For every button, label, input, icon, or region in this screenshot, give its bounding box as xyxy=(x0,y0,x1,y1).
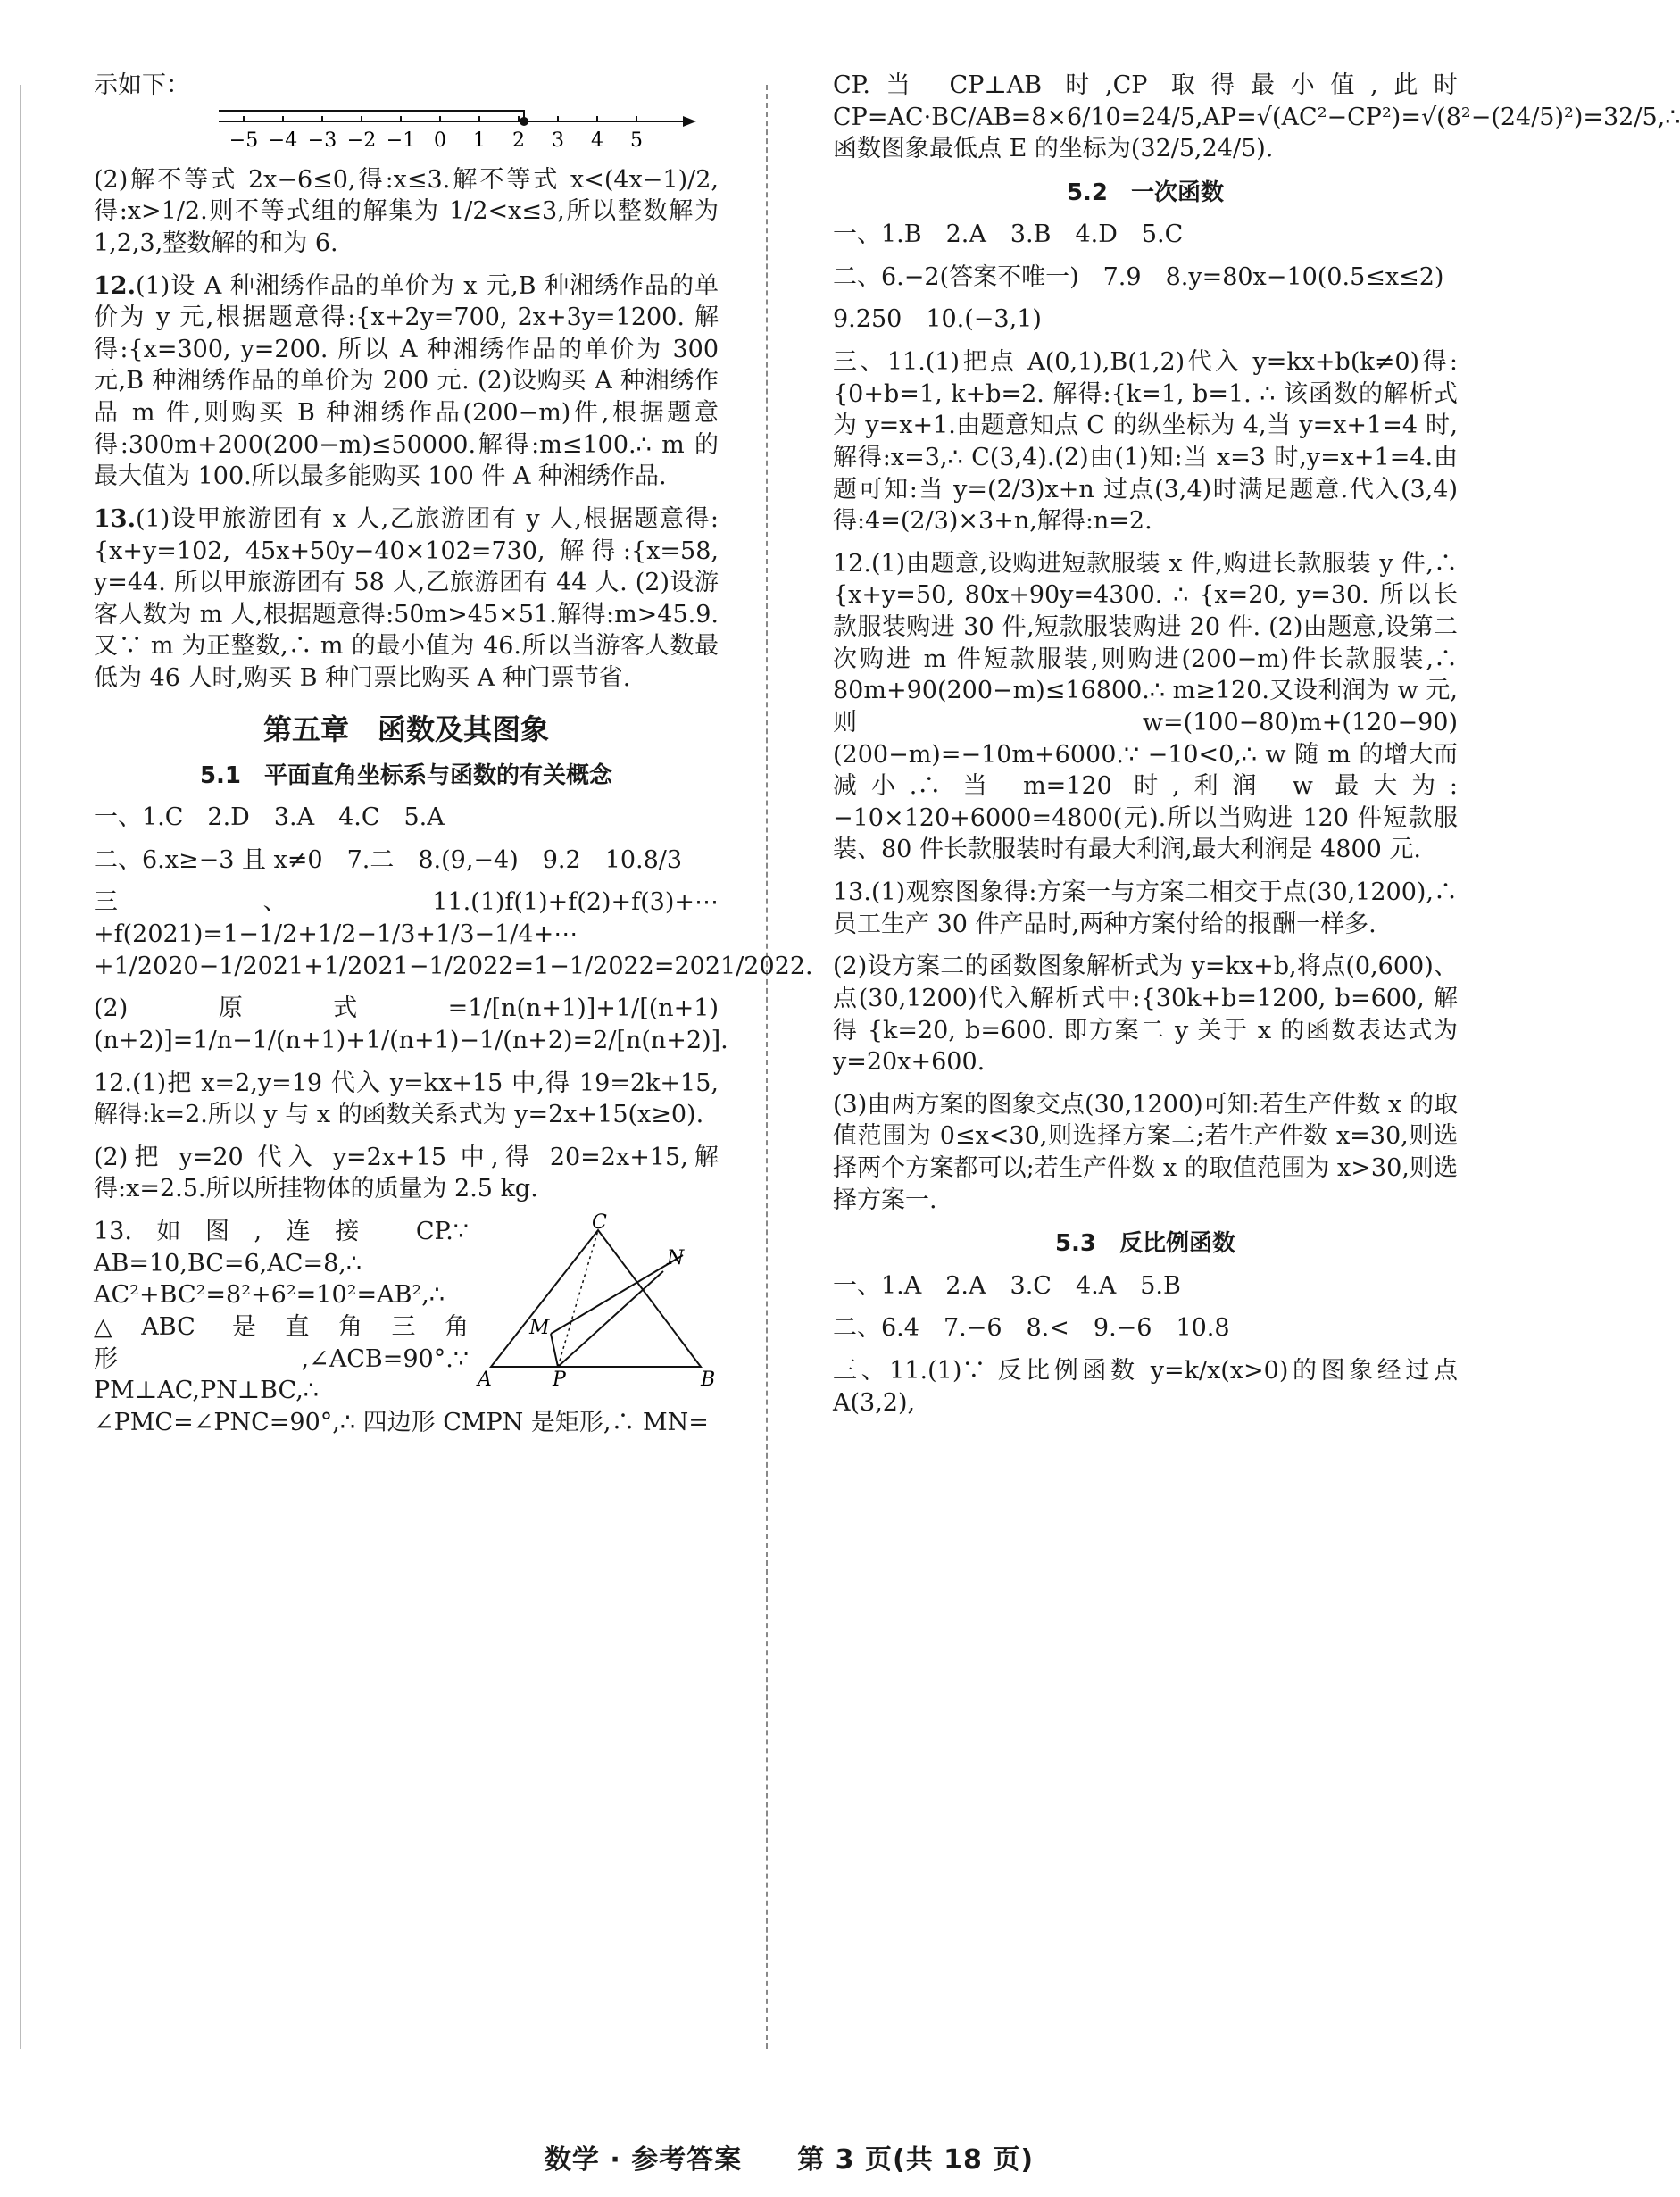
q13-number: 13. xyxy=(94,504,136,533)
sec51-q13 xyxy=(94,1211,719,1438)
right-column xyxy=(833,70,1680,1429)
sec51-q11-part2: (2)原式=1/[n(n+1)]+1/[(n+1)(n+2)]=1/n−1/(n+1)+1/(n+1)−1/(n+2)=2/[n(n+2)]. xyxy=(94,994,728,1054)
sec52-q12: 12.(1)由题意,设购进短款服装 x 件,购进长款服装 y 件,∴ {x+y=50, 80x+90y=4300. ∴ {x=20, y=30. 所以长款服装购进 30 件,短款服装购进 20 件. (2)由题意,设第二次购进 m 件短款服装,则购进(200−m)件长款服装,∴ 80m+90(200−m)≤16800.∴ m≥120.又设利润为 w 元,则 w=(100−80)m+(120−90)(200−m)=−10m+6000.∵ −10<0,∴ w 随 m 的增大而减小.∴ 当 m=120 时,利润 w 最大为:−10×120+6000=4800(元).所以当购进 120 件短款服装、80 件长款服装时有最大利润,最大利润是 4800 元. xyxy=(833,549,1458,864)
number-line-intro: 示如下： xyxy=(94,71,190,99)
label-B: B xyxy=(701,1369,716,1392)
number-line-tick-label: −3 xyxy=(307,129,337,152)
number-line-tick-label: 5 xyxy=(630,129,643,152)
sec52-fill-answers-b: 9.250 10.(−3,1) xyxy=(833,305,1042,334)
sec51-choice-answers: 一、1.C 2.D 3.A 4.C 5.A xyxy=(94,803,445,832)
label-P: P xyxy=(553,1369,566,1392)
number-line-tick-label: 3 xyxy=(552,129,564,152)
label-N: N xyxy=(667,1247,685,1270)
q13-continuation: CP.当 CP⊥AB 时,CP 取得最小值,此时 CP=AC·BC/AB=8×6/10=24/5,AP=√(AC²−CP²)=√(8²−(24/5)²)=32/5,∴ 函数图象最低点 E 的坐标为(32/5,24/5). xyxy=(833,71,1680,163)
sec52-q13-part2: (2)设方案二的函数图象解析式为 y=kx+b,将点(0,600)、点(30,1200)代入解析式中:{30k+b=1200, b=600, 解得 {k=20, b=600. 即方案二 y 关于 x 的函数表达式为 y=20x+600. xyxy=(833,953,1458,1077)
label-M: M xyxy=(529,1317,550,1340)
left-column xyxy=(94,70,813,1449)
number-line-tick-label: 4 xyxy=(591,129,603,152)
page-footer: 数学 · 参考答案 第 3 页(共 18 页) xyxy=(544,2144,1035,2176)
number-line-tick-label: 0 xyxy=(434,129,446,152)
number-line-block xyxy=(94,70,719,155)
sec52-q13-part1: 13.(1)观察图象得:方案一与方案二相交于点(30,1200),∴ 员工生产 30 件产品时,两种方案付给的报酬一样多. xyxy=(833,878,1458,938)
column-divider xyxy=(766,85,768,2049)
number-line-tick-label: −5 xyxy=(229,129,259,152)
section-5-2-title: 5.2 一次函数 xyxy=(1066,179,1225,206)
sec52-fill-answers-a: 二、6.−2(答案不唯一) 7.9 8.y=80x−10(0.5≤x≤2) xyxy=(833,262,1444,291)
number-line-tick-label: −4 xyxy=(268,129,298,152)
q12-number: 12. xyxy=(94,271,136,300)
number-line-tick-label: 1 xyxy=(473,129,486,152)
label-C: C xyxy=(592,1211,607,1235)
label-A: A xyxy=(478,1369,492,1392)
number-line xyxy=(94,102,701,155)
sec52-q11: 三、11.(1)把点 A(0,1),B(1,2)代入 y=kx+b(k≠0)得:{0+b=1, k+b=2. 解得:{k=1, b=1. ∴ 该函数的解析式为 y=x+1.由题意知点 C 的纵坐标为 4,当 y=x+1=4 时,解得:x=3,∴ C(3,4).(2)由(1)知:当 x=3 时,y=x+1=4.由题可知:当 y=(2/3)x+n 过点(3,4)时满足题意.代入(3,4)得:4=(2/3)×3+n,解得:n=2. xyxy=(833,348,1458,536)
q11-part2: (2)解不等式 2x−6≤0,得:x≤3.解不等式 x<(4x−1)/2,得:x>1/2.则不等式组的解集为 1/2<x≤3,所以整数解为 1,2,3,整数解的和为 6. xyxy=(94,165,719,257)
number-line-tick-label: −1 xyxy=(386,129,416,152)
number-line-tick-label: 2 xyxy=(512,129,525,152)
sec51-fill-answers: 二、6.x≥−3 且 x≠0 7.二 8.(9,−4) 9.2 10.8/3 xyxy=(94,845,683,874)
q12-text: (1)设 A 种湘绣作品的单价为 x 元,B 种湘绣作品的单价为 y 元,根据题意得:{x+2y=700, 2x+3y=1200. 解得:{x=300, y=200. 所以 A 种湘绣作品的单价为 300 元,B 种湘绣作品的单价为 200 元. (2)设购买 A 种湘绣作品 m 件,则购买 B 种湘绣作品(200−m)件,根据题意得:300m+200(200−m)≤50000.解得:m≤100.∴ m 的最大值为 100.所以最多能购买 100 件 A 种湘绣作品. xyxy=(94,271,719,491)
sec51-q12-part2: (2)把 y=20 代入 y=2x+15 中,得 20=2x+15,解得:x=2.5.所以所挂物体的质量为 2.5 kg. xyxy=(94,1143,719,1203)
sec51-q12: 12.(1)把 x=2,y=19 代入 y=kx+15 中,得 19=2k+15,解得:k=2.所以 y 与 x 的函数关系式为 y=2x+15(x≥0). xyxy=(94,1069,719,1129)
sec53-choice-answers: 一、1.A 2.A 3.C 4.A 5.B xyxy=(833,1271,1181,1300)
q13-answer xyxy=(94,503,719,695)
sec52-choice-answers: 一、1.B 2.A 3.B 4.D 5.C xyxy=(833,221,1184,249)
chapter-title: 第五章 函数及其图象 xyxy=(262,712,549,746)
section-5-1-title: 5.1 平面直角坐标系与函数的有关概念 xyxy=(199,761,613,789)
number-line-tick-label: −2 xyxy=(346,129,377,152)
section-5-3-title: 5.3 反比例函数 xyxy=(1054,1230,1236,1258)
q12-answer xyxy=(94,270,719,493)
sec52-q13-part3: (3)由两方案的图象交点(30,1200)可知:若生产件数 x 的取值范围为 0≤x<30,则选择方案二;若生产件数 x=30,则选择两个方案都可以;若生产件数 x 的取值范围为 x>30,则选择方案一. xyxy=(833,1090,1459,1214)
triangle-figure xyxy=(478,1211,719,1392)
q13-text: (1)设甲旅游团有 x 人,乙旅游团有 y 人,根据题意得:{x+y=102, 45x+50y−40×102=730, 解得:{x=58, y=44. 所以甲旅游团有 58 人,乙旅游团有 44 人. (2)设游客人数为 m 人,根据题意得:50m>45×51.解得:m>45.9.又∵ m 为正整数,∴ m 的最小值为 46.所以当游客人数最低为 46 人时,购买 B 种门票比购买 A 种门票节省. xyxy=(94,504,719,692)
left-margin-rule xyxy=(20,85,21,2049)
sec53-q11: 三、11.(1)∵ 反比例函数 y=k/x(x>0)的图象经过点 A(3,2), xyxy=(833,1356,1458,1417)
sec51-q13-text: 13.如图,连接 CP.∵ AB=10,BC=6,AC=8,∴ AC²+BC²=8²+6²=10²=AB²,∴ △ABC 是直角三角形,∠ACB=90°.∵ PM⊥AC,PN⊥BC,∴ ∠PMC=∠PNC=90°,∴ 四边形 CMPN 是矩形,∴ MN= xyxy=(94,1218,709,1436)
sec51-q11: 三、11.(1)f(1)+f(2)+f(3)+⋯+f(2021)=1−1/2+1/2−1/3+1/3−1/4+⋯+1/2020−1/2021+1/2021−1/2022=1−1/2022=2021/2022. xyxy=(94,888,813,980)
sec53-fill-answers: 二、6.4 7.−6 8.< 9.−6 10.8 xyxy=(833,1314,1230,1343)
